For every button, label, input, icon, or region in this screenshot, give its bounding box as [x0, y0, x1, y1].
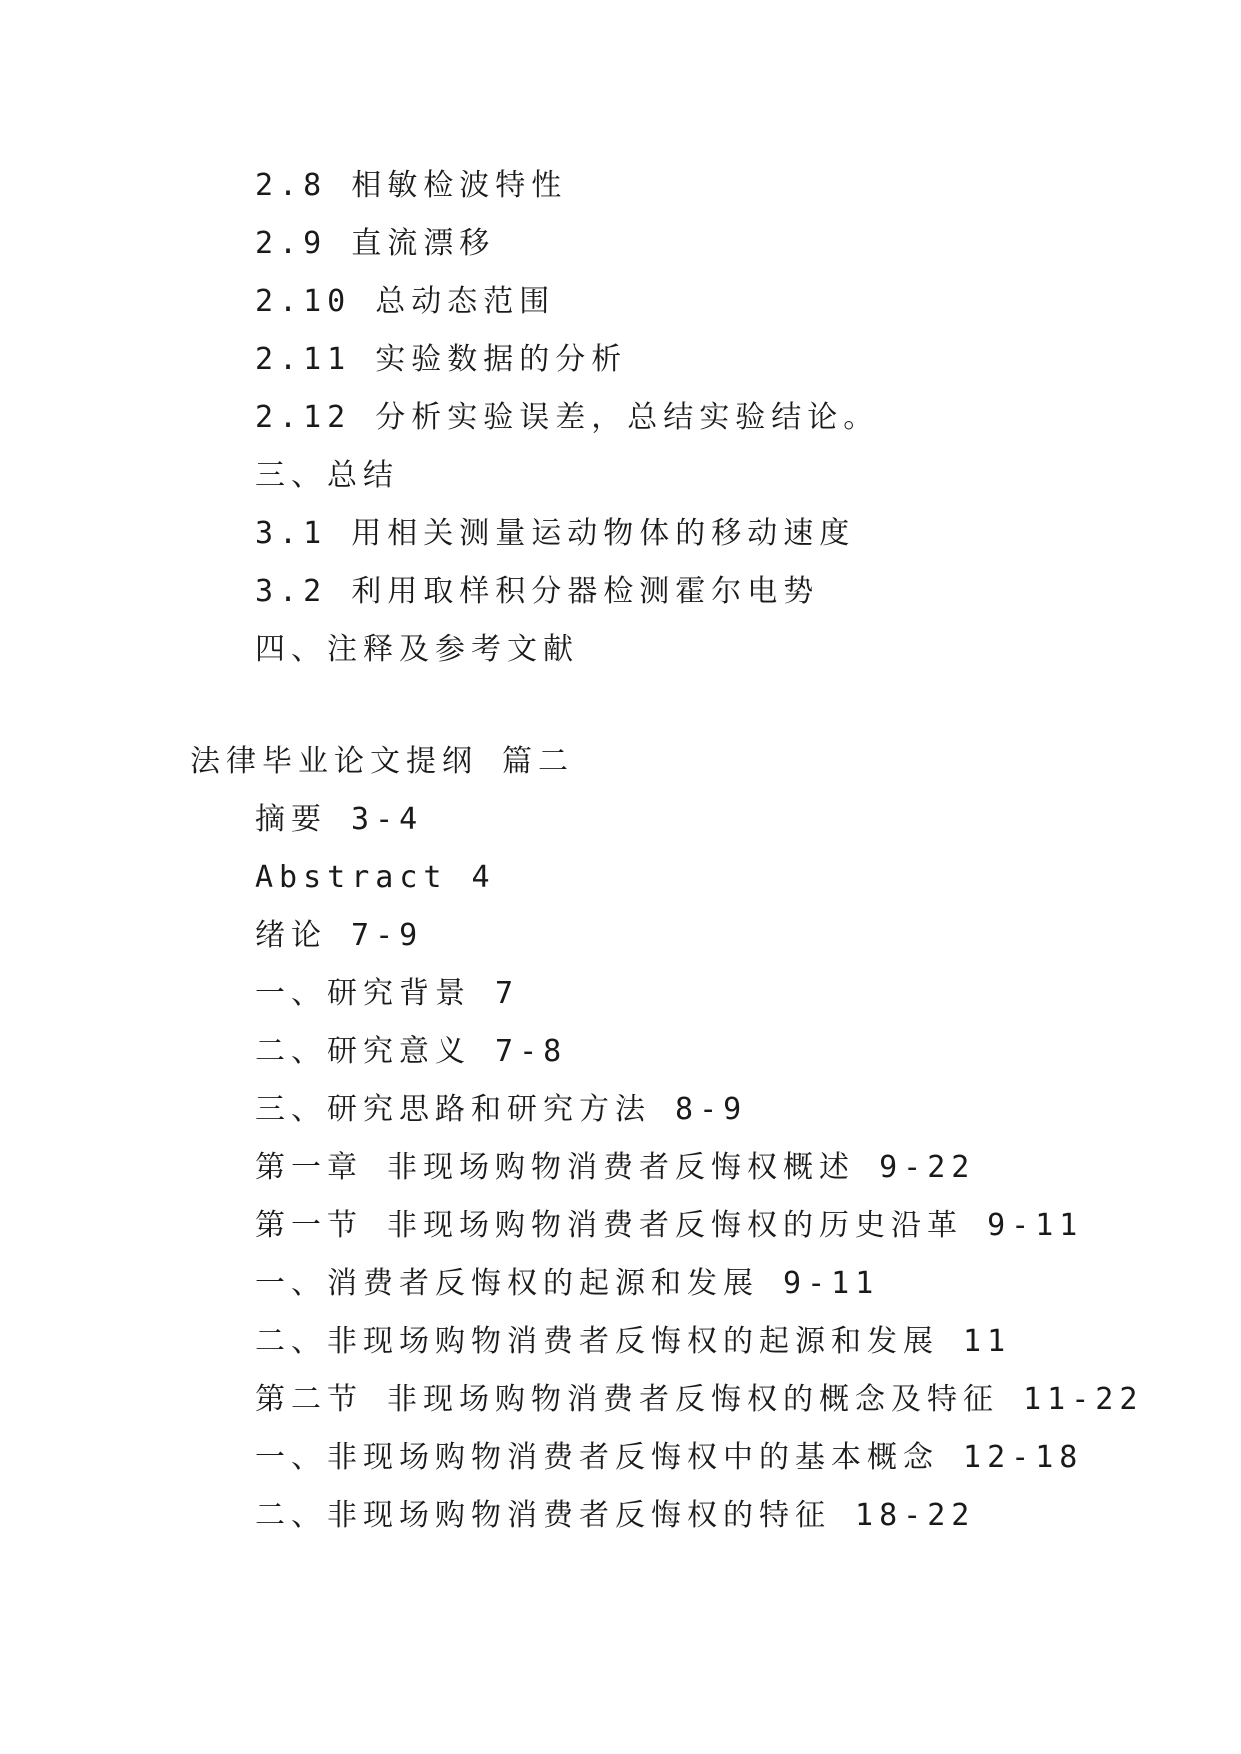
outline-item: 绪论 7-9 — [255, 918, 424, 953]
outline-item: 2.12 分析实验误差，总结实验结论。 — [255, 400, 880, 435]
outline-item: 3.2 利用取样积分器检测霍尔电势 — [255, 574, 820, 609]
outline-item: 三、研究思路和研究方法 8-9 — [255, 1092, 748, 1127]
outline-item: 二、非现场购物消费者反悔权的特征 18-22 — [255, 1498, 976, 1533]
outline-item: 第一章 非现场购物消费者反悔权概述 9-22 — [255, 1150, 976, 1185]
outline-item: 3.1 用相关测量运动物体的移动速度 — [255, 516, 856, 551]
outline-item: 摘要 3-4 — [255, 802, 424, 837]
outline-item: 三、总结 — [255, 458, 399, 493]
section-title: 法律毕业论文提纲 篇二 — [190, 744, 575, 779]
outline-item: 第二节 非现场购物消费者反悔权的概念及特征 11-22 — [255, 1382, 1144, 1417]
outline-item: 一、消费者反悔权的起源和发展 9-11 — [255, 1266, 880, 1301]
outline-item: 2.11 实验数据的分析 — [255, 342, 628, 377]
outline-item: 2.8 相敏检波特性 — [255, 168, 568, 203]
outline-item: 2.10 总动态范围 — [255, 284, 556, 319]
outline-item: 第一节 非现场购物消费者反悔权的历史沿革 9-11 — [255, 1208, 1084, 1243]
outline-item: 一、非现场购物消费者反悔权中的基本概念 12-18 — [255, 1440, 1084, 1475]
outline-item: 2.9 直流漂移 — [255, 226, 496, 261]
outline-item: 二、研究意义 7-8 — [255, 1034, 568, 1069]
outline-item: Abstract 4 — [255, 860, 496, 895]
outline-item: 二、非现场购物消费者反悔权的起源和发展 11 — [255, 1324, 1012, 1359]
outline-item: 四、注释及参考文献 — [255, 632, 579, 667]
outline-item: 一、研究背景 7 — [255, 976, 520, 1011]
